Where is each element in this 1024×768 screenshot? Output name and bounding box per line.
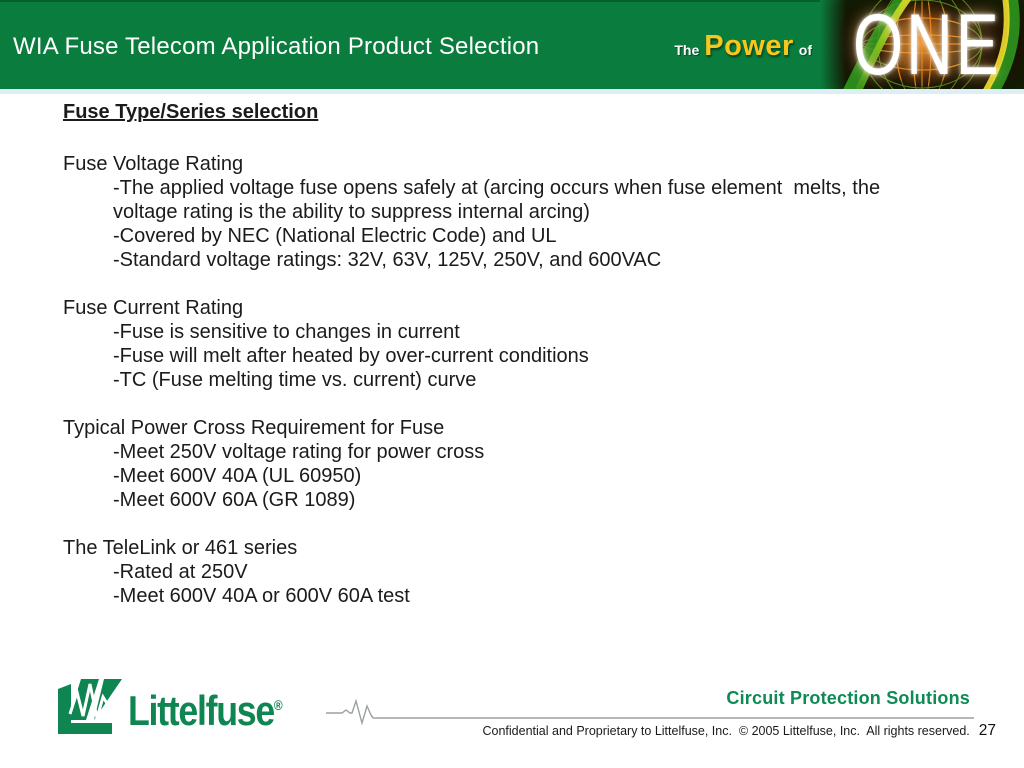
littelfuse-logo-icon	[56, 677, 122, 739]
brand-power: Power	[704, 30, 794, 62]
footer-note-row	[483, 722, 997, 740]
tagline: Circuit Protection Solutions	[726, 688, 970, 708]
bullet-line: -Standard voltage ratings: 32V, 63V, 125V, 250V, and 600VAC	[113, 249, 662, 271]
bullet-line: -Covered by NEC (National Electric Code) and UL	[113, 225, 557, 247]
bullet-line: voltage rating is the ability to suppress internal arcing)	[113, 201, 590, 223]
power-of-one-logo	[674, 30, 812, 63]
section-lead: Fuse Voltage Rating	[63, 153, 244, 175]
bullet-line: -Fuse will melt after heated by over-current conditions	[113, 345, 589, 367]
confidential-note: Confidential and Proprietary to Littelfuse, Inc. © 2005 Littelfuse, Inc. All rights reserved.	[482, 724, 970, 738]
page-title: WIA Fuse Telecom Application Product Selection	[13, 33, 540, 60]
bullet-line: -Rated at 250V	[113, 561, 248, 583]
bullet-line: -Meet 600V 40A (UL 60950)	[113, 465, 362, 487]
littelfuse-text: Littelfuse	[128, 687, 274, 734]
section-heading: Fuse Type/Series selection	[63, 101, 319, 123]
bullet-line: -TC (Fuse melting time vs. current) curve	[113, 369, 477, 391]
section-lead: Fuse Current Rating	[63, 297, 244, 319]
bullet-line: -Meet 250V voltage rating for power cross	[113, 441, 485, 463]
brand-the: The	[674, 42, 700, 58]
content-section	[63, 536, 880, 608]
bullet-line: -Meet 600V 40A or 600V 60A test	[113, 585, 410, 607]
content-section	[63, 416, 880, 512]
littelfuse-wordmark	[128, 682, 283, 734]
bullet-line: -Meet 600V 60A (GR 1089)	[113, 489, 356, 511]
registered-mark: ®	[273, 697, 283, 713]
bullet-line: -Fuse is sensitive to changes in current	[113, 321, 460, 343]
section-lead: The TeleLink or 461 series	[63, 537, 298, 559]
content-section	[63, 152, 880, 272]
brand-one: ONE	[853, 0, 1002, 89]
content-section	[63, 296, 880, 392]
brand-of: of	[798, 42, 812, 58]
globe-panel	[820, 0, 1024, 89]
accent-strip	[0, 89, 1024, 94]
slide-body	[63, 100, 880, 632]
section-lead: Typical Power Cross Requirement for Fuse	[63, 417, 445, 439]
page-number: 27	[978, 722, 996, 739]
bullet-line: -The applied voltage fuse opens safely at (arcing occurs when fuse element melts, the	[113, 177, 881, 199]
title-bar	[0, 0, 1024, 89]
